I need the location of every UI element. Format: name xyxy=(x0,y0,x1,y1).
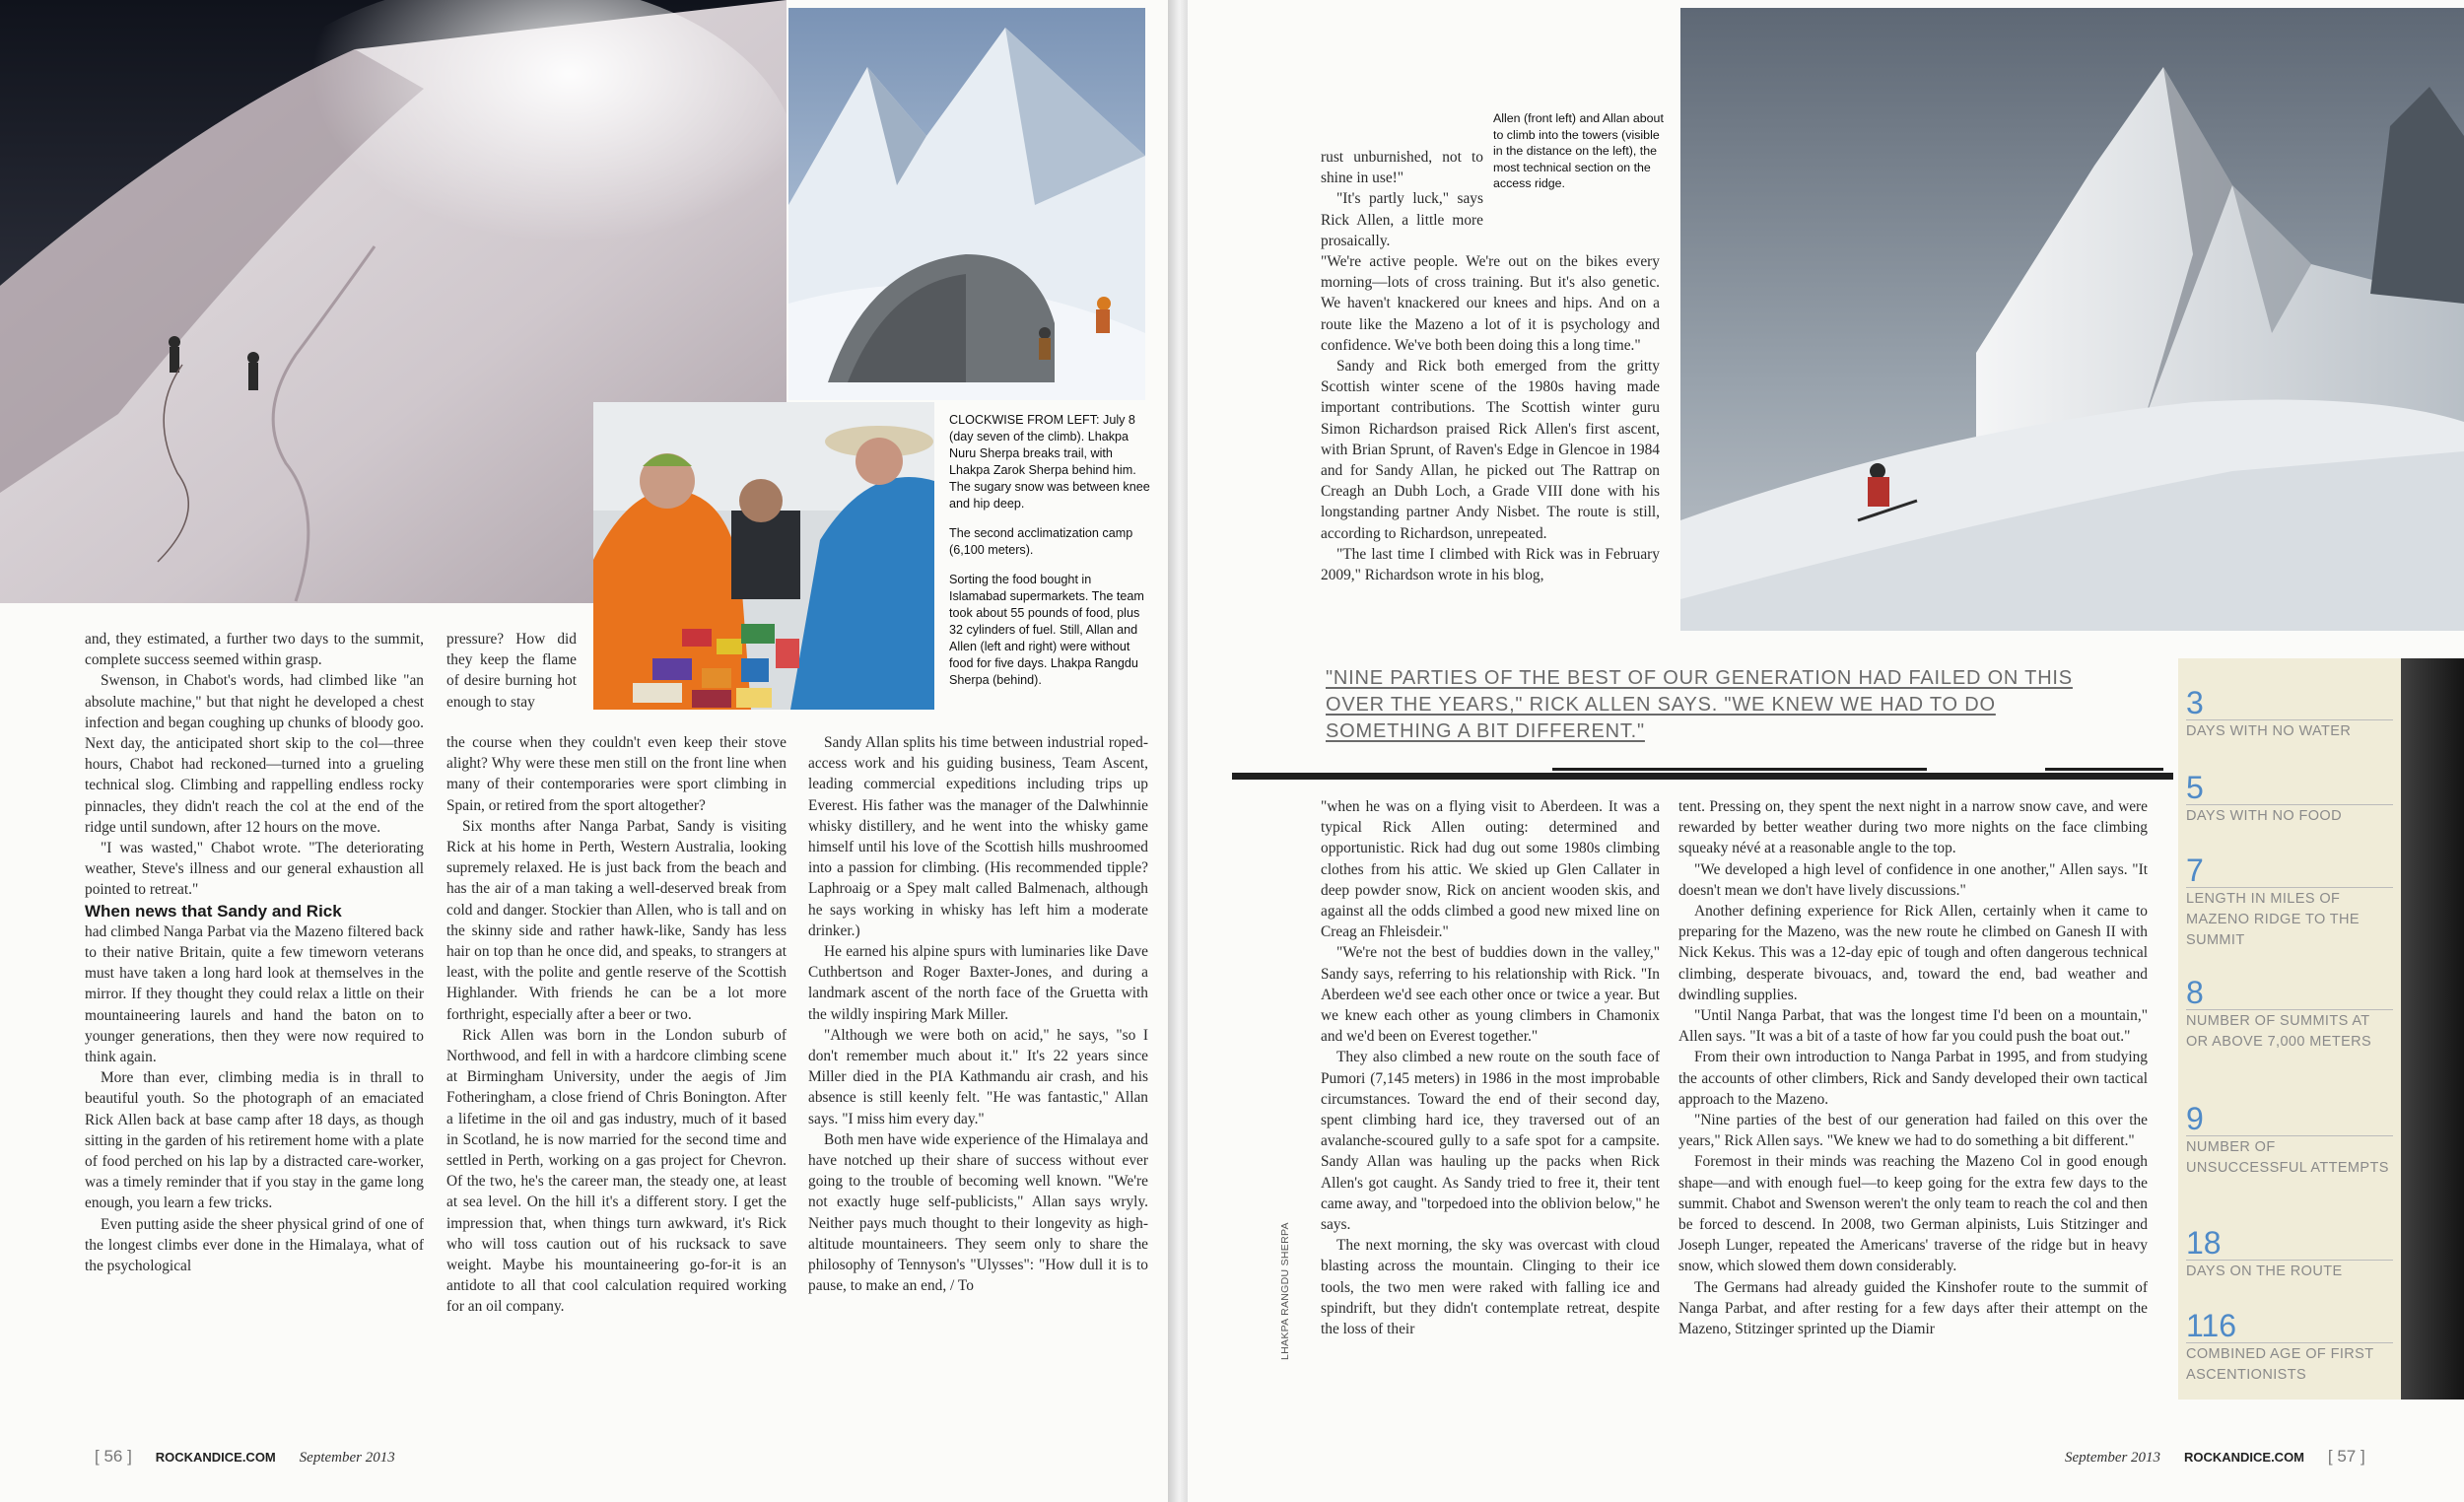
stat-label: LENGTH IN MILES OF MAZENO RIDGE TO THE SUMMIT xyxy=(2186,887,2393,951)
body-paragraph: "We're active people. We're out on the bikes every morning—lots of cross training. But it's also genetic. We haven't knackered our knees and hips. And on a route like the Mazeno a lot of it is psychology and confidence. We've both been doing this a long time." xyxy=(1321,253,1660,354)
body-paragraph: had climbed Nanga Parbat via the Mazeno filtered back to their native Britain, quite a few timeworn veterans must have taken a long hard look at themselves in the mirror. If they thought they could relax a little on their mountaineering laurels and hand the baton on to younger generations, then they were now required to think again. xyxy=(85,922,424,1066)
stat-item xyxy=(2186,976,2393,1053)
stat-number: 116 xyxy=(2186,1308,2237,1343)
stat-item xyxy=(2186,771,2393,827)
body-paragraph: The next morning, the sky was overcast with cloud blasting across the mountain. Clinging to their ice tools, the two men were raked with falling ice and spindrift, but they didn't contemplate retreat, despite the loss of their xyxy=(1321,1237,1660,1338)
body-column-2 xyxy=(446,732,787,1318)
stat-number: 8 xyxy=(2186,975,2204,1010)
body-paragraph: rust unburnished, not to shine in use!" xyxy=(1321,149,1483,187)
photo-caption xyxy=(1493,110,1666,205)
stat-label: DAYS WITH NO FOOD xyxy=(2186,804,2393,827)
stat-label: COMBINED AGE OF FIRST ASCENTIONISTS xyxy=(2186,1342,2393,1386)
body-paragraph: Sandy and Rick both emerged from the gritty Scottish winter scene of the 1980s having made important contributions. The Scottish winter guru Simon Richardson praised Rick Allen's first ascent, with Brian Sprunt, of Raven's Edge in Glencoe in 1984 and for Sandy Allan, he picked out The Rattrap on Creagh an Dubh Loch, a Grade VIII done with his longstanding partner Andy Nisbet. The route is still, according to Richardson, unrepeated. xyxy=(1321,358,1660,542)
body-paragraph: "Until Nanga Parbat, that was the longest time I'd been on a mountain," Allen says. "It was a bit of a taste of how far you could push the boat out." xyxy=(1678,1007,2148,1046)
photo-mazeno-peak xyxy=(1680,8,2464,631)
stat-label: DAYS ON THE ROUTE xyxy=(2186,1260,2393,1282)
body-paragraph: Foremost in their minds was reaching the Mazeno Col in good enough shape—and with enough fuel—to keep going for the extra few days to the summit. Chabot and Swenson weren't the only team to reach the col and then be forced to descend. In 2008, two German alpinists, Luis Stitzinger and Joseph Lunger, repeated the Americans' traverse of the ridge but in heavy snow, which slowed them down considerably. xyxy=(1678,1153,2148,1275)
stat-number: 3 xyxy=(2186,685,2204,720)
stats-sidebar-edge xyxy=(2401,658,2464,1400)
stat-item xyxy=(2186,1226,2393,1282)
body-paragraph: Both men have wide experience of the Himalaya and have notched up their share of success without ever going to the trouble of becoming well known. "We're not exactly huge self-publicists," Allan says wryly. Neither pays much thought to their longevity as high-altitude mountaineers. They seem only to share the philosophy of Tennyson's "Ulysses": "How dull it is to pause, to make an end, / To xyxy=(808,1130,1148,1295)
right-page xyxy=(1188,0,2464,1502)
divider-rule-accent xyxy=(1552,768,1927,771)
stat-item xyxy=(2186,1102,2393,1179)
body-column-2-narrow xyxy=(446,629,577,713)
section-subhead: When news that Sandy and Rick xyxy=(85,901,342,921)
stat-item xyxy=(2186,1309,2393,1386)
caption-paragraph: The second acclimatization camp (6,100 meters). xyxy=(949,526,1133,557)
pull-quote-text: "NINE PARTIES OF THE BEST OF OUR GENERATION HAD FAILED ON THIS OVER THE YEARS," RICK ALLEN SAYS. "WE KNEW WE HAD TO DO SOMETHING A BIT DIFFERENT." xyxy=(1326,667,2073,742)
body-paragraph: Sandy Allan splits his time between industrial roped-access work and his guiding business, Team Ascent, leading commercial expeditions including trips up Everest. His father was the manager of the Dalwhinnie whisky distillery, and he went into the whisky game himself until his love of the Scottish hills mushroomed into a passion for climbing. (His recommended tipple? Laphroaig or a Spey malt called Balmenach, although he says working in whisky has left him a moderate drinker.) xyxy=(808,734,1148,939)
body-paragraph: Six months after Nanga Parbat, Sandy is visiting Rick at his home in Perth, Western Australia, looking supremely relaxed. He is just back from the beach and has the air of a man taking a well-deserved break from cold and danger. Stockier than Allen, who is tall and on the skinny side and rather hawk-like, Sandy has less hair on top than he once did, and speaks, to strangers at least, with the polite and gentle reserve of the Scottish Highlander. With friends he can be a lot more forthright, especially after a beer or two. xyxy=(446,817,787,1023)
body-paragraph: "when he was on a flying visit to Aberdeen. It was a typical Rick Allen outing: determined and opportunistic. Rick had dug out some 1980s climbing clothes from his attic. We skied up Glen Callater in deep powder snow, Rick on ancient wooden skis, and against all the odds climbed a good new mixed line on Creag an Fhleisdeir." xyxy=(1321,798,1660,941)
body-paragraph: "It's partly luck," says Rick Allen, a little more prosaically. xyxy=(1321,190,1483,249)
body-paragraph: Even putting aside the sheer physical grind of one of the longest climbs ever done in the Himalaya, what of the psychological xyxy=(85,1215,424,1275)
photo-food-sorting xyxy=(593,402,934,710)
body-paragraph: Another defining experience for Rick Allen, certainly when it came to preparing for the Mazeno, was the new route he climbed on Ganesh II with Nick Kekus. This was a 12-day epic of tough and often dangerous technical climbing, desperate bivouacs, and, toward the end, bad weather and dwindling supplies. xyxy=(1678,903,2148,1003)
page-number: [ 57 ] xyxy=(2327,1447,2365,1466)
divider-rule-accent xyxy=(2045,768,2163,771)
stat-label: DAYS WITH NO WATER xyxy=(2186,719,2393,742)
body-paragraph: "We're not the best of buddies down in the valley," Sandy says, referring to his relationship with Rick. "In Aberdeen we'd see each other once or twice a year. But we knew each other as young climbers in Chamonix and we'd been on Everest together." xyxy=(1321,944,1660,1046)
left-page xyxy=(0,0,1178,1502)
photo-caption xyxy=(949,412,1151,702)
issue-date: September 2013 xyxy=(299,1450,395,1466)
stat-label: NUMBER OF SUMMITS AT OR ABOVE 7,000 METERS xyxy=(2186,1009,2393,1053)
caption-paragraph: Allen (front left) and Allan about to climb into the towers (visible in the distance on the left), the most technical section on the access ridge. xyxy=(1493,111,1664,190)
body-paragraph: "I was wasted," Chabot wrote. "The deteriorating weather, Steve's illness and our general exhaustion all pointed to retreat." xyxy=(85,840,424,899)
stat-number: 7 xyxy=(2186,853,2204,888)
stat-label: NUMBER OF UNSUCCESSFUL ATTEMPTS xyxy=(2186,1135,2393,1179)
right-folio xyxy=(2055,1447,2375,1467)
site-name: ROCKANDICE.COM xyxy=(155,1450,276,1465)
body-paragraph: "We developed a high level of confidence in one another," Allen says. "It doesn't mean we don't have lively discussions." xyxy=(1678,860,2148,899)
body-column-1 xyxy=(85,629,424,1276)
body-paragraph: The Germans had already guided the Kinshofer route to the summit of Nanga Parbat, and after resting for a few days after their attempt on the Mazeno, Stitzinger sprinted up the Diamir xyxy=(1678,1278,2148,1338)
body-column-top xyxy=(1321,251,1660,585)
body-column-top-narrow xyxy=(1321,147,1483,251)
body-column-lower-1 xyxy=(1321,796,1660,1339)
stats-sidebar xyxy=(2178,658,2401,1400)
body-paragraph: He earned his alpine spurs with luminaries like Dave Cuthbertson and Roger Baxter-Jones, and during a landmark ascent of the north face of the Gruetta with the wildly inspiring Mark Miller. xyxy=(808,943,1148,1023)
body-paragraph: More than ever, climbing media is in thrall to beautiful youth. So the photograph of an emaciated Rick Allen back at base camp after 18 days, as though sitting in the garden of his retirement home with a plate of food perched on his lap by a distracted care-worker, was a timely reminder that if you stay in the game long enough, you learn a few tricks. xyxy=(85,1069,424,1212)
photo-acclimatization-camp xyxy=(788,8,1145,400)
body-column-3 xyxy=(808,732,1148,1296)
body-paragraph: They also climbed a new route on the south face of Pumori (7,145 meters) in 1986 in the most improbable circumstances. Toward the end of their second day, spent climbing hard ice, they traversed out of an avalanche-scoured gully to a safe spot for a campsite. Sandy Allan was hauling up the packs when Rick Allen's got caught. As Sandy tried to free it, their tent came away, and "torpedoed into the oblivion below," he says. xyxy=(1321,1049,1660,1234)
stat-item xyxy=(2186,686,2393,742)
page-number: [ 56 ] xyxy=(95,1447,132,1466)
body-paragraph: From their own introduction to Nanga Parbat in 1995, and from studying the accounts of other climbers, Rick and Sandy developed their own tactical approach to the Mazeno. xyxy=(1678,1049,2148,1108)
body-paragraph: and, they estimated, a further two days to the summit, complete success seemed within grasp. xyxy=(85,631,424,669)
body-paragraph: "Nine parties of the best of our generation had failed on this over the years," Rick Allen says. "We knew we had to do something a bit different." xyxy=(1678,1112,2148,1150)
body-column-lower-2 xyxy=(1678,796,2148,1339)
stat-item xyxy=(2186,853,2393,951)
pull-quote xyxy=(1326,665,2094,745)
body-paragraph: "Although we were both on acid," he says, "so I don't remember much about it." It's 22 years since Miller died in the PIA Kathmandu air crash, and his absence is still keenly felt. "He was fantastic," Allan says. "I miss him every day." xyxy=(808,1026,1148,1127)
issue-date: September 2013 xyxy=(2065,1450,2161,1466)
site-name: ROCKANDICE.COM xyxy=(2183,1450,2305,1465)
body-paragraph: pressure? How did they keep the flame of desire burning hot enough to stay xyxy=(446,631,577,711)
caption-paragraph: Sorting the food bought in Islamabad supermarkets. The team took about 55 pounds of food, plus 32 cylinders of fuel. Still, Allan and Allen (left and right) were without food for five days. Lhakpa Rangdu Sherpa (behind). xyxy=(949,573,1144,687)
caption-paragraph: CLOCKWISE FROM LEFT: July 8 (day seven of the climb). Lhakpa Nuru Sherpa breaks trail, with Lhakpa Zarok Sherpa behind him. The sugary snow was between knee and hip deep. xyxy=(949,413,1150,511)
body-paragraph: "The last time I climbed with Rick was in February 2009," Richardson wrote in his blog, xyxy=(1321,545,1660,584)
body-paragraph: Swenson, in Chabot's words, had climbed like "an absolute machine," but that night he developed a chest infection and began coughing up chunks of bloody goo. Next day, the anticipated short skip to the col—three hours, Chabot had reckoned—turned into a grueling technical slog. Climbing and rappelling endless rocky pinnacles, they didn't reach the col at the end of the ridge until sundown, after 12 hours on the move. xyxy=(85,672,424,836)
left-folio xyxy=(85,1447,405,1467)
stat-number: 5 xyxy=(2186,770,2204,805)
body-paragraph: Rick Allen was born in the London suburb of Northwood, and fell in with a hardcore climbing scene at Birmingham University, under the aegis of Jim Fotheringham, a close friend of Chris Bonington. After a lifetime in the oil and gas industry, much of it based in Scotland, he is now married for the second time and settled in Perth, working on a gas project for Chevron. Of the two, he's the career man, the steady one, at least at sea level. On the hill it's a different story. I get the impression that, when things turn awkward, it's Rick who will toss caution out of his rucksack to save weight. Maybe his mountaineering go-for-it is an antidote to all that cool calculation required working for an oil company. xyxy=(446,1026,787,1316)
stat-number: 9 xyxy=(2186,1101,2204,1136)
photo-credit: LHAKPA RANGDU SHERPA xyxy=(1279,1222,1291,1360)
divider-rule xyxy=(1232,773,2173,780)
stat-number: 18 xyxy=(2186,1225,2222,1261)
body-paragraph: tent. Pressing on, they spent the next night in a narrow snow cave, and were rewarded by better weather during two more nights on the face climbing squeaky névé at a reasonable angle to the top. xyxy=(1678,798,2148,857)
body-paragraph: the course when they couldn't even keep their stove alight? Why were these men still on the front line when many of their contemporaries were sport climbing in Spain, or retired from the sport altogether? xyxy=(446,734,787,814)
